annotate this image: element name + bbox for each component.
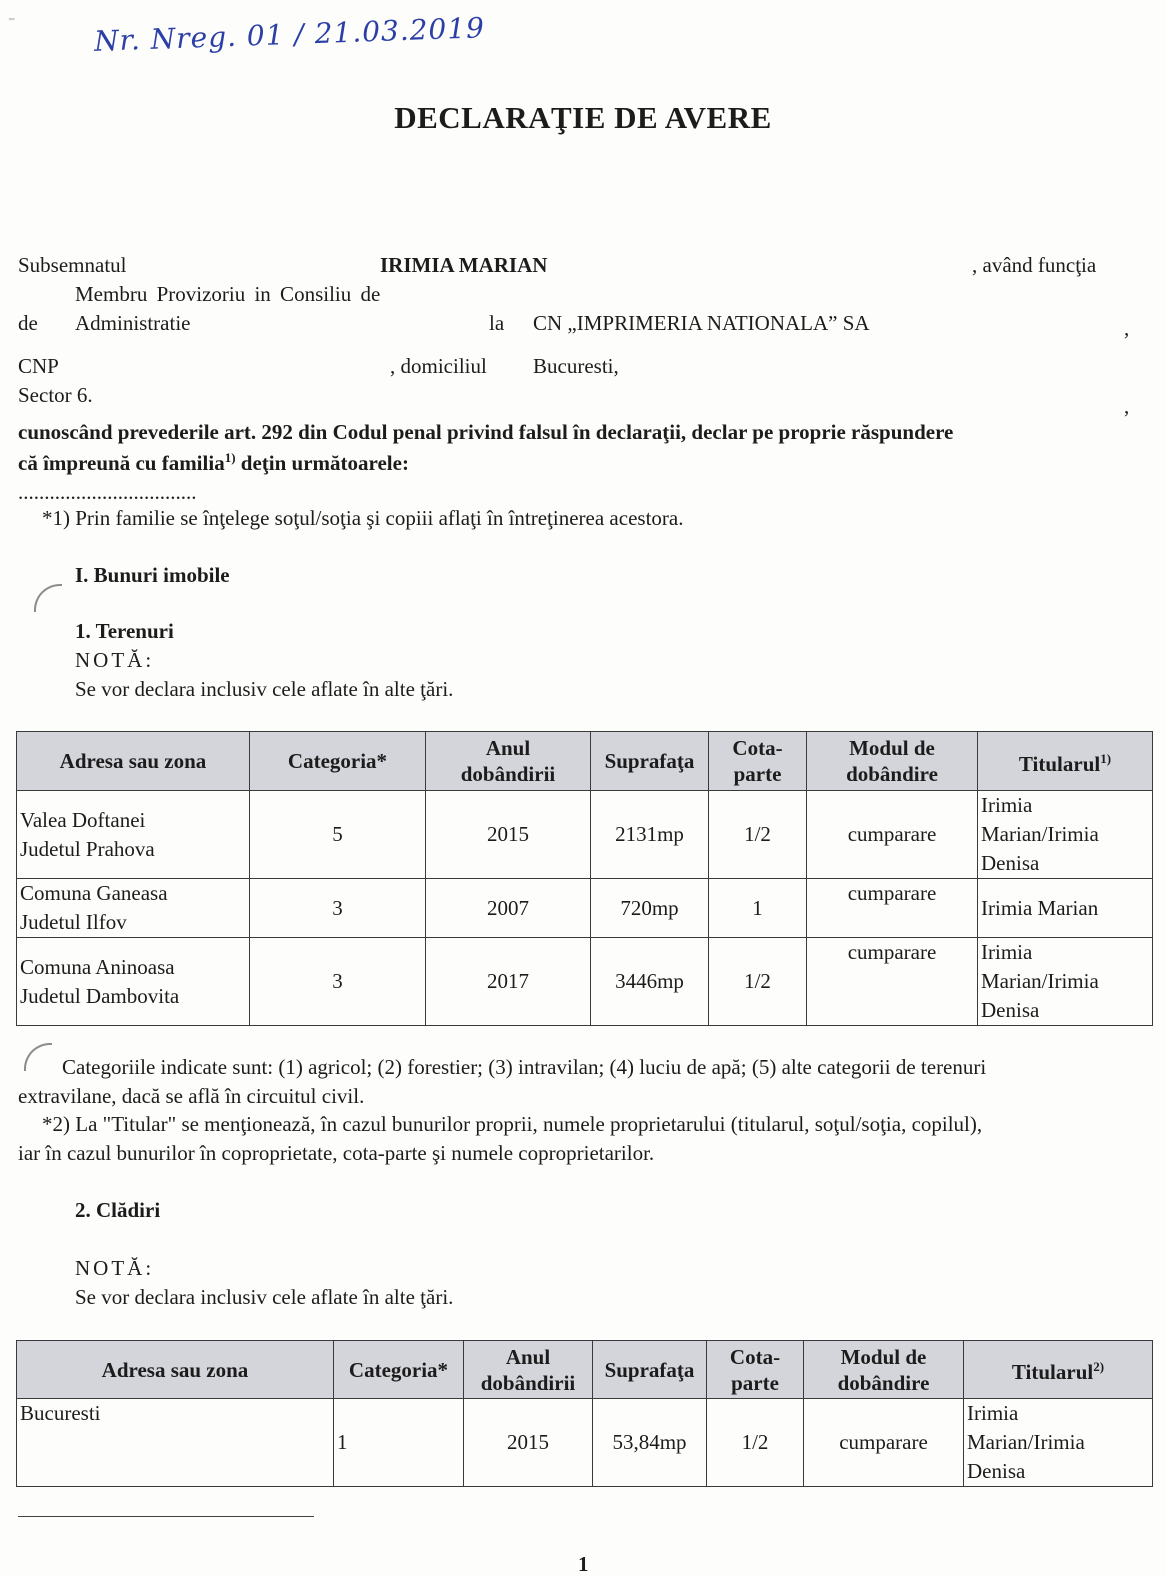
registration-handwritten-note: Nr. Nreg. 01 / 21.03.2019 bbox=[93, 11, 486, 58]
avand-functia-label: , având funcţia bbox=[972, 253, 1097, 277]
scan-artifact bbox=[24, 1043, 52, 1071]
cell-adresa: Comuna Aninoasa Judetul Dambovita bbox=[17, 938, 250, 1026]
la-label: la bbox=[489, 311, 505, 335]
cell-cota: 1 bbox=[709, 879, 807, 938]
terenuri-heading: 1. Terenuri bbox=[75, 619, 174, 643]
titular-note-line1: *2) La "Titular" se menţionează, în cazul bunurilor proprii, numele proprietarului (titularul, soţul/soţia, copilul), bbox=[42, 1112, 983, 1136]
terenuri-table bbox=[16, 731, 1153, 1026]
cell-suprafata: 720mp bbox=[591, 879, 709, 938]
institution-comma: , bbox=[1124, 316, 1130, 340]
domiciliul-label: , domiciliul bbox=[390, 354, 487, 378]
cell-modul: cumparare bbox=[804, 1399, 964, 1487]
function-line2: Administratie bbox=[75, 311, 191, 335]
document-title: DECLARAŢIE DE AVERE bbox=[394, 100, 772, 135]
cell-adresa: Comuna Ganeasa Judetul Ilfov bbox=[17, 879, 250, 938]
cell-suprafata: 53,84mp bbox=[593, 1399, 707, 1487]
table-row bbox=[17, 791, 1153, 879]
declarant-name: IRIMIA MARIAN bbox=[380, 253, 548, 277]
cell-cota: 1/2 bbox=[709, 791, 807, 879]
categorii-note-line1: Categoriile indicate sunt: (1) agricol; (2) forestier; (3) intravilan; (4) luciu de apă; (5) alte categorii de terenuri bbox=[62, 1055, 987, 1079]
terenuri-nota-text: Se vor declara inclusiv cele aflate în alte ţări. bbox=[75, 677, 454, 701]
cell-categoria: 1 bbox=[334, 1399, 464, 1487]
statement-line1: cunoscând prevederile art. 292 din Codul penal privind falsul în declaraţii, declar pe proprie răspundere bbox=[18, 420, 954, 444]
header-adresa: Adresa sau zona bbox=[17, 732, 250, 791]
cladiri-nota-label: NOTĂ: bbox=[75, 1256, 155, 1280]
cnp-label: CNP bbox=[18, 354, 59, 378]
cladiri-header-row bbox=[17, 1341, 1153, 1399]
cell-categoria: 3 bbox=[250, 938, 426, 1026]
header-suprafata: Suprafaţa bbox=[593, 1341, 707, 1399]
cell-cota: 1/2 bbox=[709, 938, 807, 1026]
subsemnatul-label: Subsemnatul bbox=[18, 253, 127, 277]
terenuri-header-row bbox=[17, 732, 1153, 791]
header-categoria: Categoria* bbox=[334, 1341, 464, 1399]
table-row bbox=[17, 879, 1153, 938]
page-number: 1 bbox=[578, 1552, 589, 1576]
function-line1: Membru Provizoriu in Consiliu de bbox=[75, 282, 381, 306]
scan-artifact bbox=[34, 584, 62, 612]
cell-adresa: Valea Doftanei Judetul Prahova bbox=[17, 791, 250, 879]
cell-anul: 2015 bbox=[426, 791, 591, 879]
domicile-sector: Sector 6. bbox=[18, 383, 93, 407]
cell-titular: Irimia Marian/Irimia Denisa bbox=[978, 791, 1153, 879]
cell-anul: 2015 bbox=[464, 1399, 593, 1487]
cladiri-nota-text: Se vor declara inclusiv cele aflate în alte ţări. bbox=[75, 1285, 454, 1309]
cell-categoria: 5 bbox=[250, 791, 426, 879]
cell-adresa: Bucuresti bbox=[17, 1399, 334, 1487]
cell-titular: Irimia Marian/Irimia Denisa bbox=[964, 1399, 1153, 1487]
terenuri-nota-label: NOTĂ: bbox=[75, 648, 155, 672]
cell-categoria: 3 bbox=[250, 879, 426, 938]
categorii-note-line2: extravilane, dacă se află în circuitul civil. bbox=[18, 1084, 365, 1108]
cell-modul: cumparare bbox=[807, 791, 978, 879]
header-titular: Titularul$^{1)}$ bbox=[978, 732, 1153, 791]
header-anul: Anul dobândirii bbox=[464, 1341, 593, 1399]
header-adresa: Adresa sau zona bbox=[17, 1341, 334, 1399]
cladiri-heading: 2. Clădiri bbox=[75, 1198, 161, 1222]
scan-mark: ⁼ bbox=[8, 15, 16, 30]
header-suprafata: Suprafaţa bbox=[591, 732, 709, 791]
cell-titular: Irimia Marian bbox=[978, 879, 1153, 938]
cell-modul: cumparare bbox=[807, 879, 978, 938]
statement-dots: .................................. bbox=[18, 480, 197, 504]
header-modul: Modul de dobândire bbox=[804, 1341, 964, 1399]
domicile-city: Bucuresti, bbox=[533, 354, 619, 378]
cell-suprafata: 2131mp bbox=[591, 791, 709, 879]
de-label: de bbox=[18, 311, 38, 335]
header-cota: Cota- parte bbox=[707, 1341, 804, 1399]
cladiri-table bbox=[16, 1340, 1153, 1487]
footnote-separator bbox=[18, 1516, 314, 1517]
footnote-family: *1) Prin familie se înţelege soţul/soţia şi copiii aflaţi în întreţinerea acestora. bbox=[42, 506, 684, 530]
titular-note-line2: iar în cazul bunurilor în coproprietate, cota-parte şi numele coproprietarilor. bbox=[18, 1141, 655, 1165]
header-cota: Cota- parte bbox=[709, 732, 807, 791]
cell-anul: 2007 bbox=[426, 879, 591, 938]
cell-cota: 1/2 bbox=[707, 1399, 804, 1487]
cell-titular: Irimia Marian/Irimia Denisa bbox=[978, 938, 1153, 1026]
section-bunuri-imobile-heading: I. Bunuri imobile bbox=[75, 563, 230, 587]
header-modul: Modul de dobândire bbox=[807, 732, 978, 791]
institution-name: CN „IMPRIMERIA NATIONALA” SA bbox=[533, 311, 870, 335]
header-categoria: Categoria* bbox=[250, 732, 426, 791]
header-anul: Anul dobândirii bbox=[426, 732, 591, 791]
domicile-comma: , bbox=[1124, 394, 1130, 418]
statement-line2: că împreună cu familia$^{1)}$ deţin următoarele: bbox=[18, 450, 409, 475]
cell-suprafata: 3446mp bbox=[591, 938, 709, 1026]
table-row bbox=[17, 1399, 1153, 1487]
cell-modul: cumparare bbox=[807, 938, 978, 1026]
header-titular: Titularul$^{2)}$ bbox=[964, 1341, 1153, 1399]
cell-anul: 2017 bbox=[426, 938, 591, 1026]
table-row bbox=[17, 938, 1153, 1026]
